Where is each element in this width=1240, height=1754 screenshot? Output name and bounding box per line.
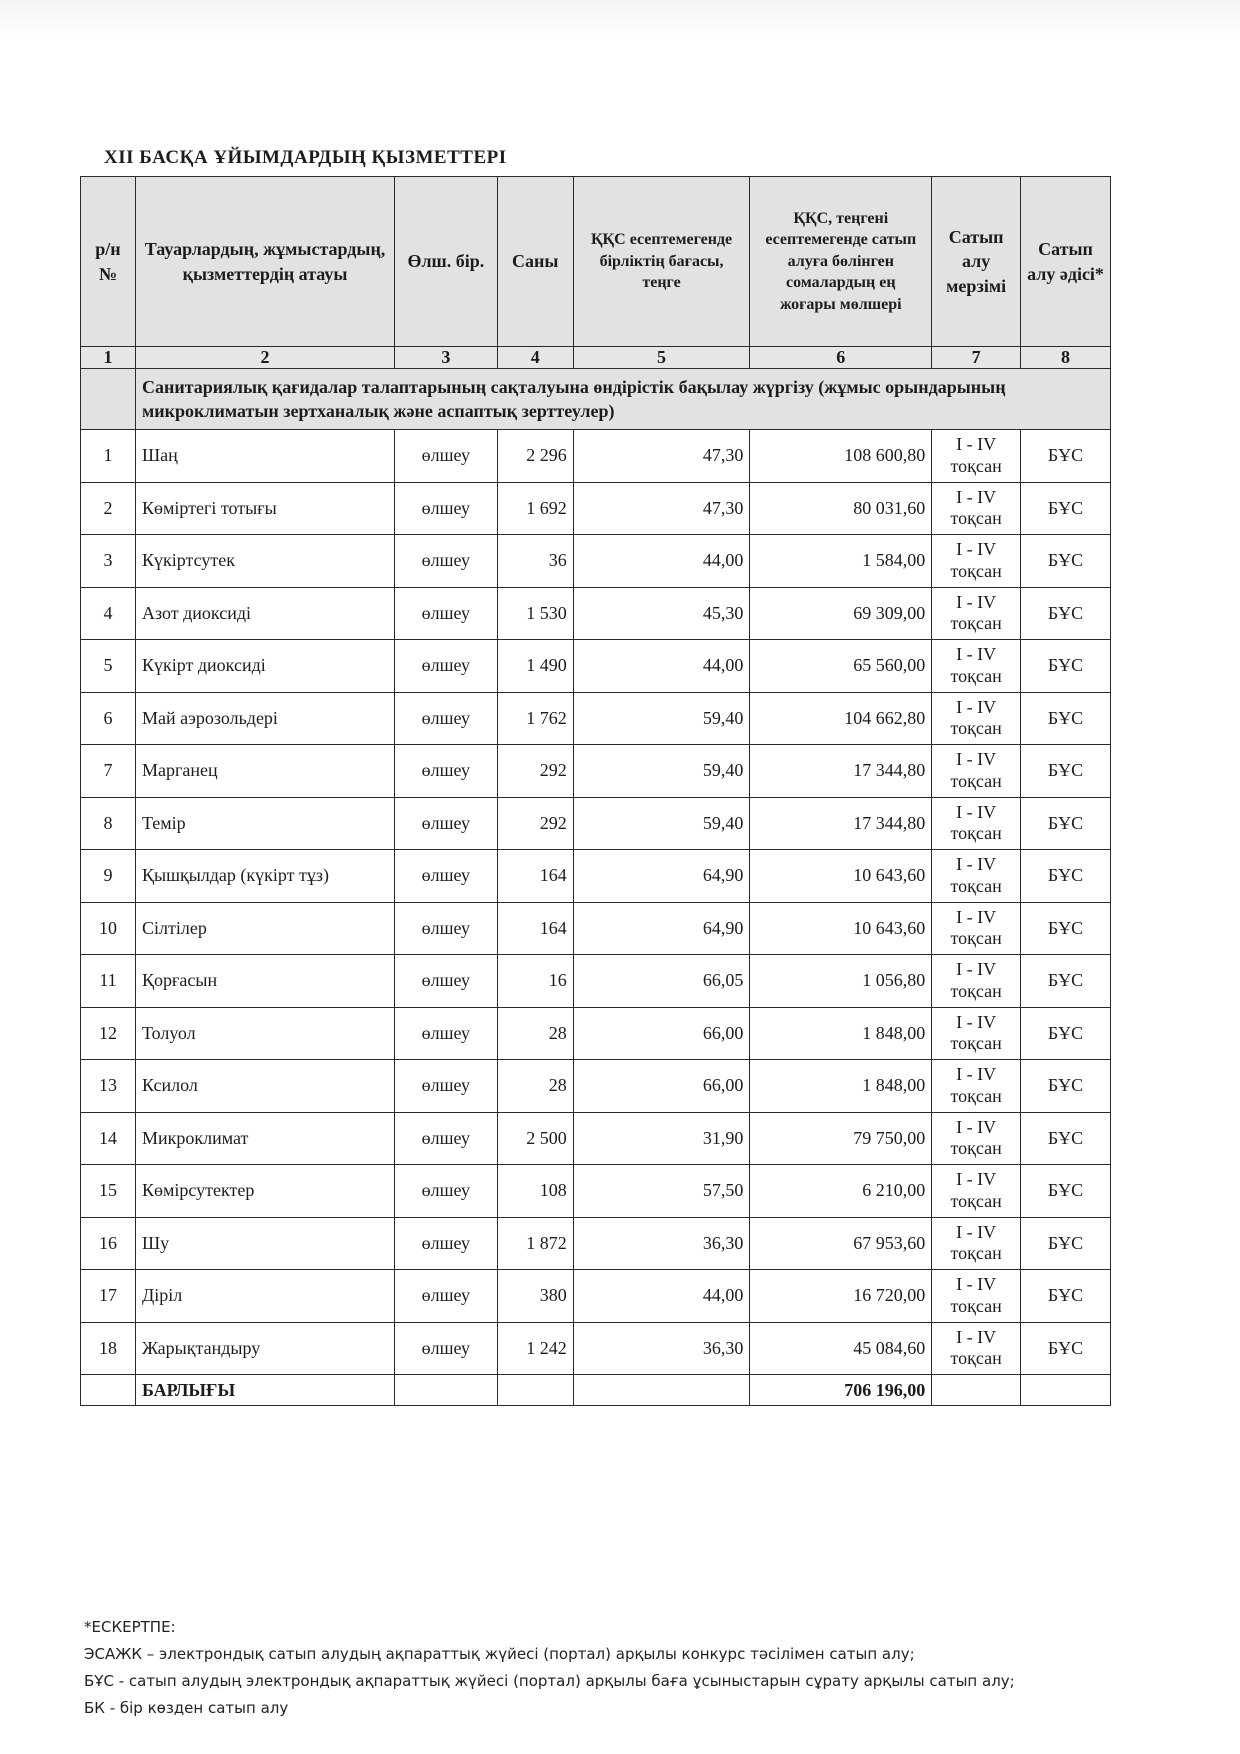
table-row xyxy=(81,535,1111,588)
row-number: 9 xyxy=(81,850,136,903)
term-cell xyxy=(932,1322,1021,1375)
row-number: 13 xyxy=(81,1060,136,1113)
total-empty-cell xyxy=(81,1375,136,1406)
table-row xyxy=(81,955,1111,1008)
item-name: Күкірт диоксиді xyxy=(135,640,394,693)
quantity-cell: 108 xyxy=(497,1165,573,1218)
item-name: Шу xyxy=(135,1217,394,1270)
term-quarters: I - IV xyxy=(956,696,997,717)
row-number: 17 xyxy=(81,1270,136,1323)
total-empty-cell xyxy=(497,1375,573,1406)
group-empty-cell xyxy=(81,369,136,430)
quantity-cell: 292 xyxy=(497,797,573,850)
footnote-line: БҰС - сатып алудың электрондық ақпараттық жүйесі (портал) арқылы баға ұсыныстарын сұрату арқылы сатып алу; xyxy=(84,1672,1015,1690)
method-cell: БҰС xyxy=(1021,1060,1111,1113)
table-row xyxy=(81,745,1111,798)
unit-price-cell: 66,00 xyxy=(573,1007,750,1060)
item-name: Темір xyxy=(135,797,394,850)
term-cell xyxy=(932,797,1021,850)
item-name: Май аэрозольдері xyxy=(135,692,394,745)
group-title: Санитариялық қағидалар талаптарының сақталуына өндірістік бақылау жүргізу (жұмыс орындарының микроклиматын зертханалық және аспаптық зерттеулер) xyxy=(135,369,1110,430)
footnotes xyxy=(84,1614,1015,1722)
term-quarters: I - IV xyxy=(956,486,997,507)
table-row xyxy=(81,1270,1111,1323)
row-number: 5 xyxy=(81,640,136,693)
method-cell: БҰС xyxy=(1021,535,1111,588)
term-quarters: I - IV xyxy=(956,539,997,560)
header-name: Тауарлардың, жұмыстардың, қызметтердің атауы xyxy=(135,177,394,347)
term-quarters: I - IV xyxy=(956,854,997,875)
amount-cell: 108 600,80 xyxy=(750,430,932,483)
method-cell: БҰС xyxy=(1021,955,1111,1008)
quantity-cell: 1 692 xyxy=(497,482,573,535)
term-unit: тоқсан xyxy=(950,1243,1002,1264)
term-quarters: I - IV xyxy=(956,1169,997,1190)
amount-cell: 1 056,80 xyxy=(750,955,932,1008)
term-unit: тоқсан xyxy=(950,875,1002,896)
quantity-cell: 380 xyxy=(497,1270,573,1323)
term-cell xyxy=(932,745,1021,798)
quantity-cell: 36 xyxy=(497,535,573,588)
term-cell xyxy=(932,902,1021,955)
unit-cell: өлшеу xyxy=(395,1112,498,1165)
term-quarters: I - IV xyxy=(956,801,997,822)
quantity-cell: 164 xyxy=(497,850,573,903)
item-name: Жарықтандыру xyxy=(135,1322,394,1375)
table-row xyxy=(81,1112,1111,1165)
header-row-number: р/н № xyxy=(81,177,136,347)
term-unit: тоқсан xyxy=(950,508,1002,529)
item-name: Сілтілер xyxy=(135,902,394,955)
unit-price-cell: 47,30 xyxy=(573,482,750,535)
term-cell xyxy=(932,1270,1021,1323)
unit-price-cell: 47,30 xyxy=(573,430,750,483)
term-unit: тоқсан xyxy=(950,1348,1002,1369)
term-cell xyxy=(932,1007,1021,1060)
unit-cell: өлшеу xyxy=(395,955,498,1008)
method-cell: БҰС xyxy=(1021,1112,1111,1165)
quantity-cell: 1 530 xyxy=(497,587,573,640)
term-unit: тоқсан xyxy=(950,823,1002,844)
item-name: Ксилол xyxy=(135,1060,394,1113)
term-cell xyxy=(932,1112,1021,1165)
section-title: XII БАСҚА ҰЙЫМДАРДЫҢ ҚЫЗМЕТТЕРІ xyxy=(104,147,507,168)
item-name: Марганец xyxy=(135,745,394,798)
quantity-cell: 2 500 xyxy=(497,1112,573,1165)
term-unit: тоқсан xyxy=(950,928,1002,949)
term-cell xyxy=(932,1217,1021,1270)
term-unit: тоқсан xyxy=(950,718,1002,739)
term-quarters: I - IV xyxy=(956,644,997,665)
row-number: 11 xyxy=(81,955,136,1008)
header-unit-price: ҚҚС есептемегенде бірліктің бағасы, теңге xyxy=(573,177,750,347)
row-number: 8 xyxy=(81,797,136,850)
quantity-cell: 1 242 xyxy=(497,1322,573,1375)
unit-cell: өлшеу xyxy=(395,902,498,955)
unit-price-cell: 57,50 xyxy=(573,1165,750,1218)
term-unit: тоқсан xyxy=(950,1085,1002,1106)
method-cell: БҰС xyxy=(1021,797,1111,850)
table-row xyxy=(81,1217,1111,1270)
quantity-cell: 2 296 xyxy=(497,430,573,483)
unit-price-cell: 59,40 xyxy=(573,745,750,798)
item-name: Қышқылдар (күкірт тұз) xyxy=(135,850,394,903)
unit-price-cell: 44,00 xyxy=(573,640,750,693)
quantity-cell: 164 xyxy=(497,902,573,955)
item-name: Шаң xyxy=(135,430,394,483)
table-row xyxy=(81,1007,1111,1060)
item-name: Қорғасын xyxy=(135,955,394,1008)
item-name: Күкіртсутек xyxy=(135,535,394,588)
unit-price-cell: 36,30 xyxy=(573,1217,750,1270)
term-unit: тоқсан xyxy=(950,1138,1002,1159)
amount-cell: 17 344,80 xyxy=(750,797,932,850)
term-quarters: I - IV xyxy=(956,1221,997,1242)
table-row xyxy=(81,482,1111,535)
term-cell xyxy=(932,535,1021,588)
amount-cell: 16 720,00 xyxy=(750,1270,932,1323)
term-quarters: I - IV xyxy=(956,591,997,612)
amount-cell: 79 750,00 xyxy=(750,1112,932,1165)
total-amount: 706 196,00 xyxy=(750,1375,932,1406)
term-unit: тоқсан xyxy=(950,455,1002,476)
total-empty-cell xyxy=(932,1375,1021,1406)
method-cell: БҰС xyxy=(1021,850,1111,903)
unit-cell: өлшеу xyxy=(395,1217,498,1270)
item-name: Көмірсутектер xyxy=(135,1165,394,1218)
term-cell xyxy=(932,1060,1021,1113)
term-unit: тоқсан xyxy=(950,1190,1002,1211)
unit-cell: өлшеу xyxy=(395,640,498,693)
amount-cell: 1 848,00 xyxy=(750,1007,932,1060)
amount-cell: 1 584,00 xyxy=(750,535,932,588)
row-number: 15 xyxy=(81,1165,136,1218)
column-number: 2 xyxy=(135,347,394,369)
method-cell: БҰС xyxy=(1021,640,1111,693)
amount-cell: 80 031,60 xyxy=(750,482,932,535)
term-quarters: I - IV xyxy=(956,1116,997,1137)
header-unit: Өлш. бір. xyxy=(395,177,498,347)
row-number: 1 xyxy=(81,430,136,483)
header-max-amount: ҚҚС, теңгені есептемегенде сатып алуға бөлінген сомалардың ең жоғары мөлшері xyxy=(750,177,932,347)
table-row xyxy=(81,1060,1111,1113)
amount-cell: 45 084,60 xyxy=(750,1322,932,1375)
unit-cell: өлшеу xyxy=(395,850,498,903)
quantity-cell: 292 xyxy=(497,745,573,798)
amount-cell: 104 662,80 xyxy=(750,692,932,745)
row-number: 12 xyxy=(81,1007,136,1060)
unit-cell: өлшеу xyxy=(395,587,498,640)
amount-cell: 1 848,00 xyxy=(750,1060,932,1113)
total-empty-cell xyxy=(1021,1375,1111,1406)
term-unit: тоқсан xyxy=(950,1033,1002,1054)
method-cell: БҰС xyxy=(1021,1270,1111,1323)
footnote-line: ЭСАЖК – электрондық сатып алудың ақпараттық жүйесі (портал) арқылы конкурс тәсілімен сатып алу; xyxy=(84,1645,915,1663)
unit-cell: өлшеу xyxy=(395,797,498,850)
quantity-cell: 1 872 xyxy=(497,1217,573,1270)
total-empty-cell xyxy=(395,1375,498,1406)
row-number: 16 xyxy=(81,1217,136,1270)
table-row xyxy=(81,1165,1111,1218)
amount-cell: 67 953,60 xyxy=(750,1217,932,1270)
column-number: 8 xyxy=(1021,347,1111,369)
table-row xyxy=(81,640,1111,693)
term-unit: тоқсан xyxy=(950,560,1002,581)
unit-price-cell: 66,00 xyxy=(573,1060,750,1113)
unit-price-cell: 59,40 xyxy=(573,797,750,850)
unit-price-cell: 31,90 xyxy=(573,1112,750,1165)
table-row xyxy=(81,797,1111,850)
column-number: 3 xyxy=(395,347,498,369)
unit-cell: өлшеу xyxy=(395,1060,498,1113)
quantity-cell: 1 490 xyxy=(497,640,573,693)
header-term: Сатып алу мерзімі xyxy=(932,177,1021,347)
unit-cell: өлшеу xyxy=(395,692,498,745)
quantity-cell: 28 xyxy=(497,1060,573,1113)
term-unit: тоқсан xyxy=(950,613,1002,634)
item-name: Діріл xyxy=(135,1270,394,1323)
method-cell: БҰС xyxy=(1021,1165,1111,1218)
term-cell xyxy=(932,640,1021,693)
unit-cell: өлшеу xyxy=(395,1322,498,1375)
amount-cell: 6 210,00 xyxy=(750,1165,932,1218)
unit-cell: өлшеу xyxy=(395,482,498,535)
item-name: Толуол xyxy=(135,1007,394,1060)
method-cell: БҰС xyxy=(1021,902,1111,955)
amount-cell: 65 560,00 xyxy=(750,640,932,693)
unit-price-cell: 66,05 xyxy=(573,955,750,1008)
term-quarters: I - IV xyxy=(956,959,997,980)
footnote-line: БК - бір көзден сатып алу xyxy=(84,1699,289,1717)
unit-cell: өлшеу xyxy=(395,1007,498,1060)
table-row xyxy=(81,902,1111,955)
term-unit: тоқсан xyxy=(950,1295,1002,1316)
column-number: 4 xyxy=(497,347,573,369)
header-method: Сатып алу әдісі* xyxy=(1021,177,1111,347)
unit-price-cell: 59,40 xyxy=(573,692,750,745)
term-quarters: I - IV xyxy=(956,1064,997,1085)
term-cell xyxy=(932,850,1021,903)
method-cell: БҰС xyxy=(1021,430,1111,483)
row-number: 6 xyxy=(81,692,136,745)
term-quarters: I - IV xyxy=(956,906,997,927)
scan-top-edge xyxy=(0,0,1240,36)
unit-price-cell: 36,30 xyxy=(573,1322,750,1375)
unit-cell: өлшеу xyxy=(395,1165,498,1218)
item-name: Көміртегі тотығы xyxy=(135,482,394,535)
item-name: Микроклимат xyxy=(135,1112,394,1165)
row-number: 3 xyxy=(81,535,136,588)
total-row xyxy=(81,1375,1111,1406)
amount-cell: 17 344,80 xyxy=(750,745,932,798)
unit-cell: өлшеу xyxy=(395,1270,498,1323)
footnote-title: *ЕСКЕРТПЕ: xyxy=(84,1618,176,1636)
amount-cell: 10 643,60 xyxy=(750,902,932,955)
row-number: 2 xyxy=(81,482,136,535)
amount-cell: 10 643,60 xyxy=(750,850,932,903)
unit-cell: өлшеу xyxy=(395,745,498,798)
term-unit: тоқсан xyxy=(950,770,1002,791)
column-number-row xyxy=(81,347,1111,369)
column-number: 5 xyxy=(573,347,750,369)
table-row xyxy=(81,587,1111,640)
row-number: 4 xyxy=(81,587,136,640)
unit-price-cell: 44,00 xyxy=(573,1270,750,1323)
method-cell: БҰС xyxy=(1021,587,1111,640)
term-cell xyxy=(932,482,1021,535)
term-quarters: I - IV xyxy=(956,1326,997,1347)
unit-price-cell: 45,30 xyxy=(573,587,750,640)
term-quarters: I - IV xyxy=(956,1274,997,1295)
term-cell xyxy=(932,587,1021,640)
total-empty-cell xyxy=(573,1375,750,1406)
unit-price-cell: 64,90 xyxy=(573,902,750,955)
method-cell: БҰС xyxy=(1021,1322,1111,1375)
quantity-cell: 1 762 xyxy=(497,692,573,745)
row-number: 7 xyxy=(81,745,136,798)
procurement-table xyxy=(80,176,1111,1406)
row-number: 10 xyxy=(81,902,136,955)
column-number: 1 xyxy=(81,347,136,369)
term-cell xyxy=(932,430,1021,483)
total-label: БАРЛЫҒЫ xyxy=(135,1375,394,1406)
method-cell: БҰС xyxy=(1021,1007,1111,1060)
unit-price-cell: 64,90 xyxy=(573,850,750,903)
method-cell: БҰС xyxy=(1021,1217,1111,1270)
table-row xyxy=(81,692,1111,745)
group-row xyxy=(81,369,1111,430)
row-number: 18 xyxy=(81,1322,136,1375)
term-cell xyxy=(932,1165,1021,1218)
table-row xyxy=(81,1322,1111,1375)
column-number: 7 xyxy=(932,347,1021,369)
term-quarters: I - IV xyxy=(956,1011,997,1032)
quantity-cell: 28 xyxy=(497,1007,573,1060)
header-row xyxy=(81,177,1111,347)
method-cell: БҰС xyxy=(1021,482,1111,535)
unit-cell: өлшеу xyxy=(395,430,498,483)
method-cell: БҰС xyxy=(1021,745,1111,798)
column-number: 6 xyxy=(750,347,932,369)
term-unit: тоқсан xyxy=(950,980,1002,1001)
table-row xyxy=(81,430,1111,483)
term-cell xyxy=(932,955,1021,1008)
method-cell: БҰС xyxy=(1021,692,1111,745)
quantity-cell: 16 xyxy=(497,955,573,1008)
term-quarters: I - IV xyxy=(956,749,997,770)
amount-cell: 69 309,00 xyxy=(750,587,932,640)
term-unit: тоқсан xyxy=(950,665,1002,686)
item-name: Азот диоксиді xyxy=(135,587,394,640)
table-row xyxy=(81,850,1111,903)
header-quantity: Саны xyxy=(497,177,573,347)
row-number: 14 xyxy=(81,1112,136,1165)
term-quarters: I - IV xyxy=(956,434,997,455)
term-cell xyxy=(932,692,1021,745)
unit-cell: өлшеу xyxy=(395,535,498,588)
unit-price-cell: 44,00 xyxy=(573,535,750,588)
